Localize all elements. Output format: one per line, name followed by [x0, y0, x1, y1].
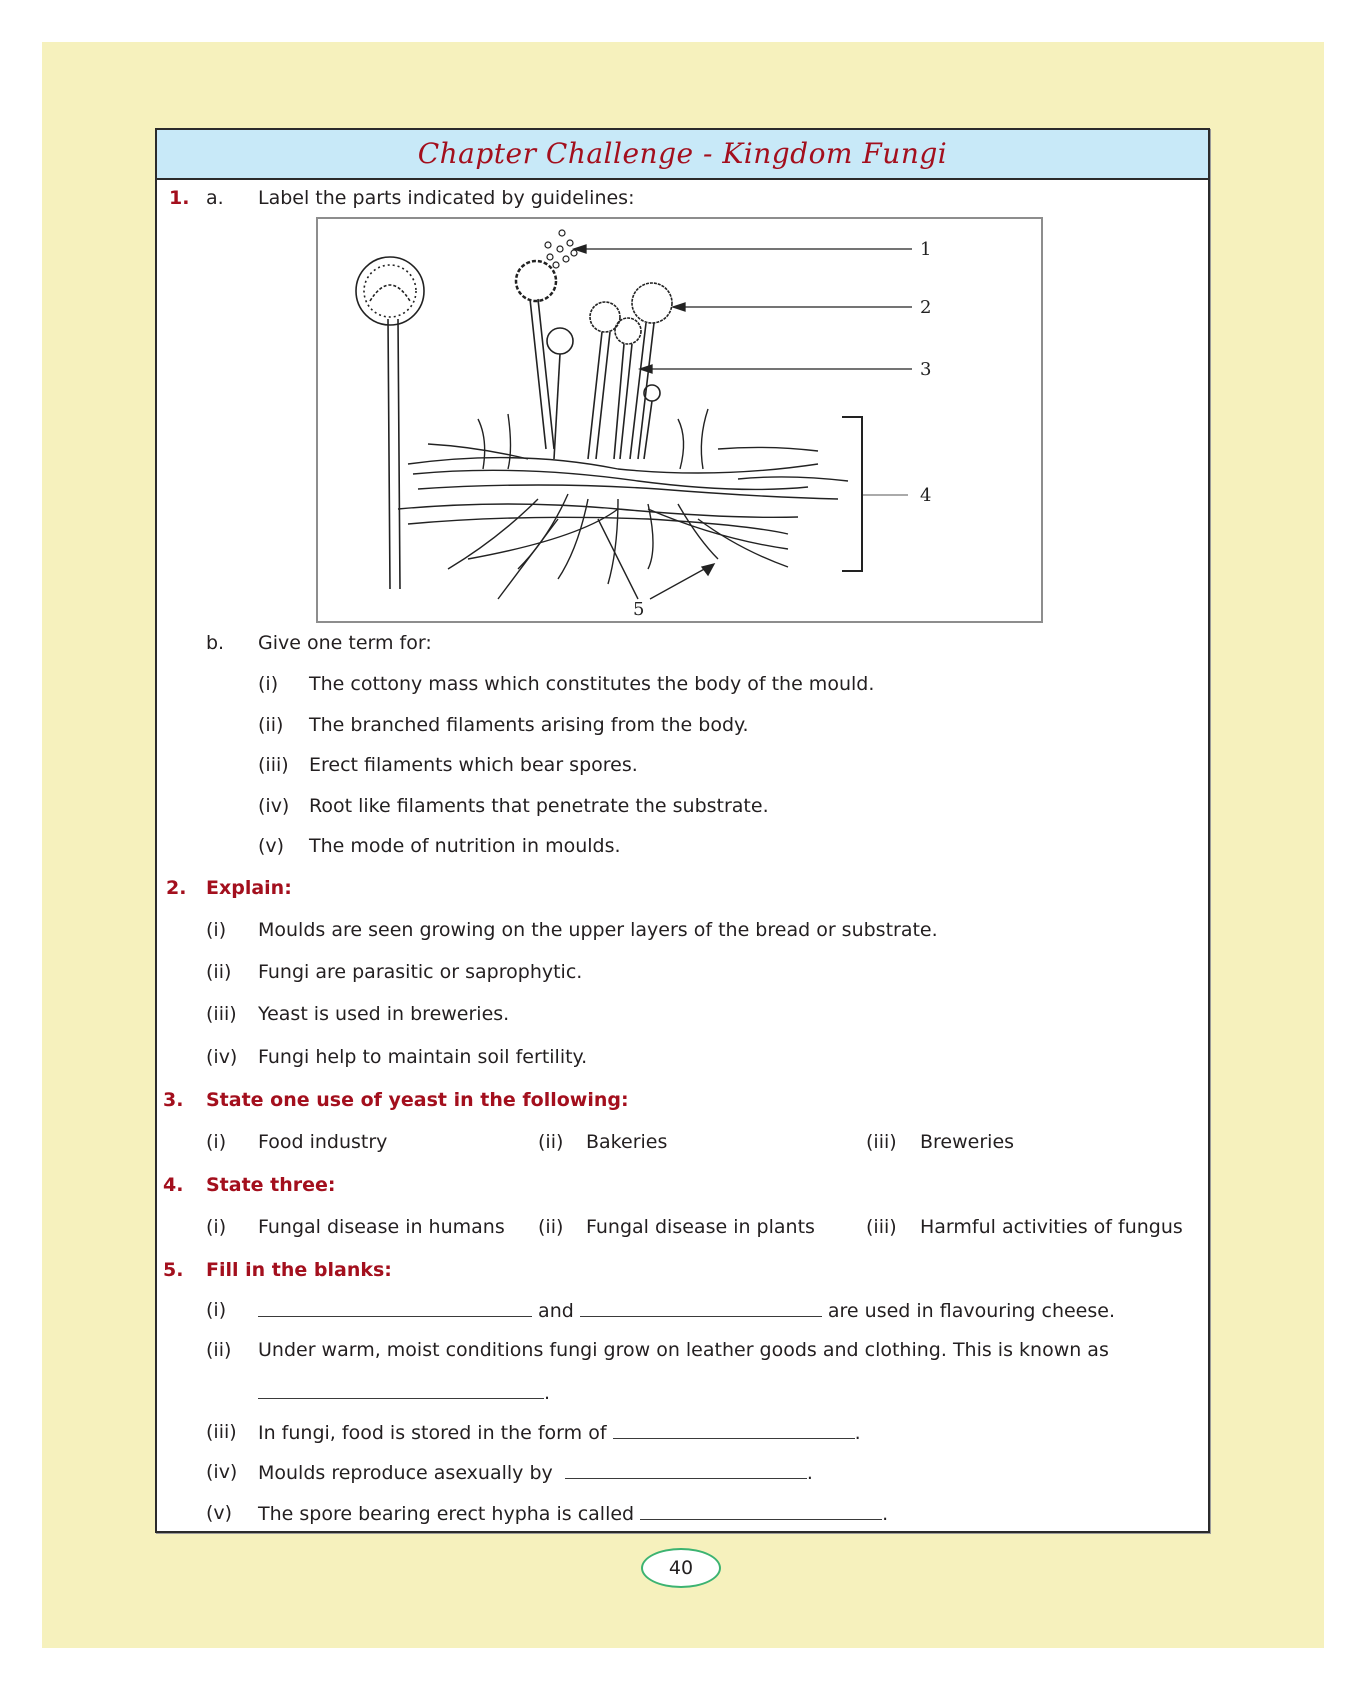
q3-item-text: Breweries	[920, 1131, 1015, 1153]
q1a-letter: a.	[206, 187, 224, 209]
q2-item-num: (iii)	[206, 1003, 237, 1025]
q5-item-text: Under warm, moist conditions fungi grow on leather goods and clothing. This is known as	[258, 1339, 1109, 1361]
question-2-number: 2.	[166, 877, 187, 899]
q3-item-num: (ii)	[538, 1131, 564, 1153]
bursting-sporangium	[516, 261, 556, 301]
q2-item-num: (iv)	[206, 1046, 238, 1068]
q1b-item-num: (i)	[258, 673, 279, 695]
q2-item-text: Yeast is used in breweries.	[258, 1003, 510, 1025]
q3-item-num: (iii)	[866, 1131, 897, 1153]
q1b-letter: b.	[206, 632, 225, 654]
mould-drawing	[356, 230, 848, 599]
diagram-labels	[633, 239, 931, 620]
q5-item-text: The spore bearing erect hypha is called	[258, 1503, 635, 1525]
page-title: Chapter Challenge - Kingdom Fungi	[417, 137, 948, 170]
q4-item-num: (iii)	[866, 1216, 897, 1238]
question-4-heading: State three:	[206, 1174, 336, 1196]
q5-item-num: (iii)	[206, 1421, 237, 1443]
q2-item-text: Fungi help to maintain soil fertility.	[258, 1046, 588, 1068]
mould-illustration	[318, 219, 1041, 621]
page-number: 40	[641, 1548, 721, 1588]
guidelines	[574, 245, 912, 599]
q1b-item-text: Erect filaments which bear spores.	[309, 754, 638, 776]
q5-item-1	[258, 1298, 1115, 1323]
label-4: 4	[920, 485, 932, 506]
question-5-number: 5.	[163, 1259, 184, 1281]
label-3: 3	[920, 359, 932, 380]
q1b-text: Give one term for:	[258, 632, 432, 654]
q5-item-after: .	[854, 1422, 861, 1444]
header-bar	[157, 130, 1208, 180]
answer-blank[interactable]	[640, 1501, 882, 1520]
q5-item-3	[258, 1420, 861, 1445]
answer-blank[interactable]	[258, 1298, 532, 1317]
q5-item-after: .	[806, 1462, 813, 1484]
question-3-heading: State one use of yeast in the following:	[206, 1089, 629, 1111]
q5-item-after: .	[882, 1503, 889, 1525]
label-1: 1	[920, 239, 932, 260]
q1b-item-text: The cottony mass which constitutes the body of the mould.	[309, 673, 875, 695]
question-1-number: 1.	[169, 187, 190, 209]
q5-item-after: .	[544, 1382, 551, 1404]
q1b-item-num: (v)	[258, 835, 285, 857]
q1b-item-num: (iv)	[258, 795, 290, 817]
question-2-heading: Explain:	[206, 877, 292, 899]
question-3-number: 3.	[163, 1089, 184, 1111]
q4-item-text: Harmful activities of fungus	[920, 1216, 1183, 1238]
q5-item-5	[258, 1501, 888, 1526]
q2-item-text: Fungi are parasitic or saprophytic.	[258, 961, 583, 983]
answer-blank[interactable]	[580, 1298, 822, 1317]
mould-diagram	[316, 217, 1043, 623]
q2-item-num: (i)	[206, 919, 227, 941]
left-sporangium	[356, 257, 424, 325]
left-stalk	[388, 319, 400, 589]
arrow-3	[640, 365, 652, 373]
label-5: 5	[633, 599, 645, 620]
q4-item-num: (i)	[206, 1216, 227, 1238]
answer-blank[interactable]	[613, 1420, 855, 1439]
q5-item-num: (v)	[206, 1502, 233, 1524]
label-2: 2	[920, 297, 932, 318]
q1b-item-num: (ii)	[258, 714, 284, 736]
q2-item-num: (ii)	[206, 961, 232, 983]
answer-blank[interactable]	[258, 1380, 544, 1399]
sporangium	[632, 283, 672, 323]
q5-item-4	[258, 1460, 813, 1485]
q5-item-num: (i)	[206, 1299, 227, 1321]
arrow-2	[673, 303, 685, 311]
q5-item-num: (ii)	[206, 1339, 232, 1361]
q5-item-mid: and	[538, 1300, 574, 1322]
q3-item-text: Bakeries	[586, 1131, 668, 1153]
q3-item-num: (i)	[206, 1131, 227, 1153]
q1b-item-num: (iii)	[258, 754, 289, 776]
q2-item-text: Moulds are seen growing on the upper layers of the bread or substrate.	[258, 919, 938, 941]
question-4-number: 4.	[163, 1174, 184, 1196]
q5-item-after: are used in flavouring cheese.	[827, 1300, 1115, 1322]
q5-item-text: In fungi, food is stored in the form of	[258, 1422, 607, 1444]
q3-item-text: Food industry	[258, 1131, 388, 1153]
q5-item-2-blank-line	[258, 1380, 550, 1405]
q5-item-text: Moulds reproduce asexually by	[258, 1462, 553, 1484]
q1b-item-text: Root like filaments that penetrate the substrate.	[309, 795, 769, 817]
q1a-text: Label the parts indicated by guidelines:	[258, 187, 635, 209]
question-5-heading: Fill in the blanks:	[206, 1259, 392, 1281]
q5-item-num: (iv)	[206, 1461, 238, 1483]
bracket-4	[842, 417, 862, 571]
arrow-5	[702, 564, 714, 575]
q4-item-num: (ii)	[538, 1216, 564, 1238]
answer-blank[interactable]	[565, 1460, 807, 1479]
small-sporangium	[547, 328, 573, 354]
q4-item-text: Fungal disease in plants	[586, 1216, 815, 1238]
q1b-item-text: The branched filaments arising from the body.	[309, 714, 749, 736]
q4-item-text: Fungal disease in humans	[258, 1216, 505, 1238]
arrow-1	[574, 245, 586, 253]
q1b-item-text: The mode of nutrition in moulds.	[309, 835, 621, 857]
